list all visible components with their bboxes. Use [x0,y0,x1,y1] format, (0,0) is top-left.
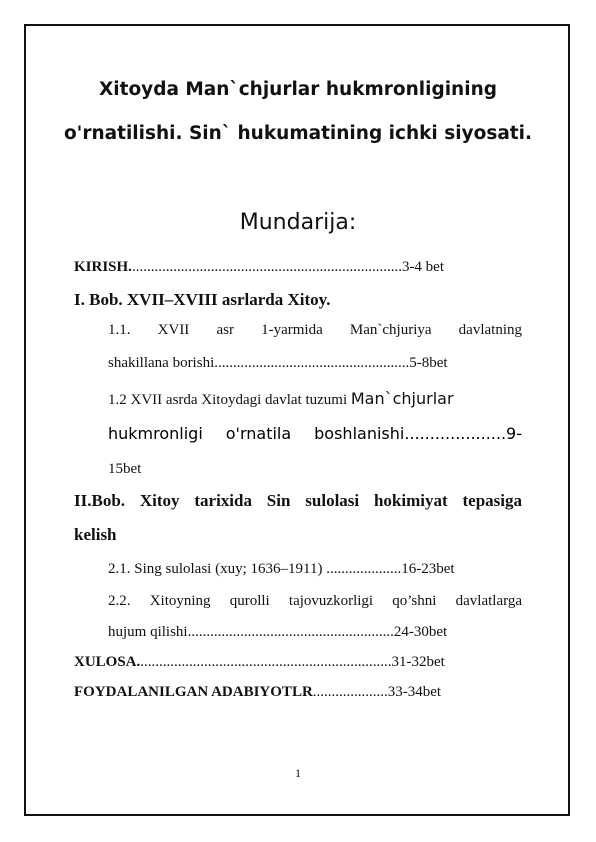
toc-section-2-2-line2 [108,624,447,641]
toc-dots: .................................................... [214,355,410,371]
toc-entry-label: 2.1. Sing sulolasi (xuy; 1636–1911) [108,561,327,577]
toc-section-1-2-line3: 15bet [108,461,142,477]
toc-entry-label: shakillana borishi [108,355,215,371]
toc-section-1-2-line2 [108,424,522,443]
toc-pages: 24-30bet [393,624,448,640]
toc-pages: 31-32bet [391,654,445,670]
toc-section-2-1 [108,561,455,578]
toc-section-1-1-line1: 1.1. XVII asr 1-yarmida Man`chjuriya davlatning [108,322,522,338]
toc-entry-xulosa [74,654,445,671]
toc-entry-label: FOYDALANILGAN ADABIYOTLR [74,684,313,700]
toc-section-1-2-line1 [108,389,454,409]
toc-entry-kirish [74,259,444,276]
document-title: Xitoyda Man`chjurlar hukmronligining o'rnatilishi. Sin` hukumatining ichki siyosati. [63,79,533,144]
toc-dots: .................... [404,424,507,443]
toc-dots: ....................................................... [187,624,394,640]
toc-entry-label-cont: Man`chjurlar [350,389,454,408]
toc-entry-label: KIRISH. [74,259,132,275]
toc-dots: .................... [312,684,388,700]
toc-chapter-1: I. Bob. XVII–XVIII asrlarda Xitoy. [74,290,331,309]
toc-entry-label: XULOSA. [74,654,141,670]
toc-dots: ........................................................................ [131,259,402,275]
toc-pages: 33-34bet [387,684,442,700]
toc-section-2-2-line1: 2.2. Xitoyning qurolli tajovuzkorligi qo’shni davlatlarga [108,593,522,609]
toc-chapter-2-line1: II.Bob. Xitoy tarixida Sin sulolasi hokimiyat tepasiga [74,491,522,510]
toc-entry-label: 1.2 XVII asrda Xitoydagi davlat tuzumi [108,392,348,408]
toc-entry-label: hujum qilishi [108,624,188,640]
toc-section-1-1-line2 [108,355,448,372]
toc-entry-bibliography [74,684,441,701]
toc-dots: ................................................................... [140,654,392,670]
toc-pages: 9- [506,424,522,443]
toc-pages: 16-23bet [401,561,455,577]
toc-entry-label: hukmronligi o'rnatila boshlanishi [108,424,405,443]
page-number: 1 [295,766,301,780]
toc-heading: Mundarija: [239,210,357,235]
toc-dots: .................... [326,561,402,577]
toc-pages: 3-4 bet [401,259,445,275]
toc-pages: 5-8bet [409,355,448,371]
toc-chapter-2-line2: kelish [74,525,117,544]
